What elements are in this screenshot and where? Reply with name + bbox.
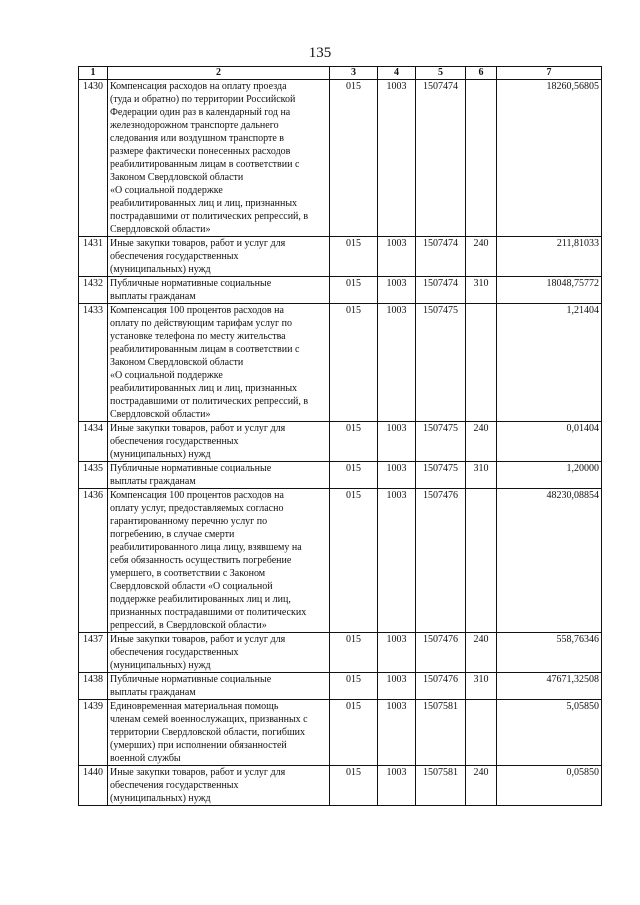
ministry-code-cell: 015 (330, 462, 378, 489)
target-code-cell: 1507475 (416, 422, 466, 462)
expense-type-cell: 240 (466, 422, 497, 462)
amount-cell: 211,81033 (497, 237, 602, 277)
table-row (79, 237, 602, 277)
row-number-cell: 1438 (79, 673, 108, 700)
row-number-cell: 1437 (79, 633, 108, 673)
target-code-cell: 1507474 (416, 237, 466, 277)
row-number-cell: 1440 (79, 766, 108, 806)
column-header: 5 (416, 67, 466, 80)
row-number-cell: 1432 (79, 277, 108, 304)
section-code-cell: 1003 (378, 633, 416, 673)
budget-table (78, 66, 602, 806)
expense-type-cell (466, 80, 497, 237)
ministry-code-cell: 015 (330, 422, 378, 462)
table-row (79, 633, 602, 673)
target-code-cell: 1507476 (416, 633, 466, 673)
column-header: 3 (330, 67, 378, 80)
section-code-cell: 1003 (378, 80, 416, 237)
header-row (79, 67, 602, 80)
table-row (79, 700, 602, 766)
expense-type-cell: 240 (466, 766, 497, 806)
target-code-cell: 1507475 (416, 304, 466, 422)
ministry-code-cell: 015 (330, 277, 378, 304)
target-code-cell: 1507476 (416, 673, 466, 700)
amount-cell: 5,05850 (497, 700, 602, 766)
target-code-cell: 1507581 (416, 700, 466, 766)
expense-type-cell: 310 (466, 277, 497, 304)
amount-cell: 558,76346 (497, 633, 602, 673)
row-name-cell: Компенсация 100 процентов расходов на оплату по действующим тарифам услуг по установке телефона по месту жительства реабилитированным лицам в соответствии с Законом Свердловской области «О социальной поддержке реабилитированных лиц и лиц, признанных пострадавшими от политических репрессий, в Свердловской области» (108, 304, 330, 422)
ministry-code-cell: 015 (330, 673, 378, 700)
table-row (79, 489, 602, 633)
row-number-cell: 1430 (79, 80, 108, 237)
expense-type-cell (466, 489, 497, 633)
row-name-cell: Единовременная материальная помощь членам семей военнослужащих, призванных с территории Свердловской области, погибших (умерших) при исполнении обязанностей военной службы (108, 700, 330, 766)
amount-cell: 47671,32508 (497, 673, 602, 700)
row-name-cell: Иные закупки товаров, работ и услуг для обеспечения государственных (муниципальных) нужд (108, 422, 330, 462)
table-row (79, 673, 602, 700)
column-header: 1 (79, 67, 108, 80)
expense-type-cell: 240 (466, 633, 497, 673)
expense-type-cell (466, 304, 497, 422)
ministry-code-cell: 015 (330, 80, 378, 237)
expense-type-cell (466, 700, 497, 766)
ministry-code-cell: 015 (330, 633, 378, 673)
row-name-cell: Иные закупки товаров, работ и услуг для обеспечения государственных (муниципальных) нужд (108, 766, 330, 806)
row-number-cell: 1439 (79, 700, 108, 766)
row-number-cell: 1433 (79, 304, 108, 422)
target-code-cell: 1507475 (416, 462, 466, 489)
column-header: 4 (378, 67, 416, 80)
target-code-cell: 1507476 (416, 489, 466, 633)
ministry-code-cell: 015 (330, 237, 378, 277)
row-number-cell: 1435 (79, 462, 108, 489)
target-code-cell: 1507474 (416, 80, 466, 237)
target-code-cell: 1507474 (416, 277, 466, 304)
column-header: 7 (497, 67, 602, 80)
amount-cell: 0,05850 (497, 766, 602, 806)
row-number-cell: 1431 (79, 237, 108, 277)
expense-type-cell: 240 (466, 237, 497, 277)
row-name-cell: Компенсация 100 процентов расходов на оплату услуг, предоставляемых согласно гарантированному перечню услуг по погребению, в случае смерти реабилитированного лица лицу, взявшему на себя обязанность осуществить погребение умершего, в соответствии с Законом Свердловской области «О социальной поддержке реабилитированных лиц и лиц, признанных пострадавшими от политических репрессий, в Свердловской области» (108, 489, 330, 633)
section-code-cell: 1003 (378, 673, 416, 700)
row-name-cell: Публичные нормативные социальные выплаты гражданам (108, 462, 330, 489)
row-name-cell: Компенсация расходов на оплату проезда (туда и обратно) по территории Российской Федерации один раз в календарный год на железнодорожном транспорте дальнего следования или воздушном транспорте в размере фактически понесенных расходов реабилитированным лицам в соответствии с Законом Свердловской области «О социальной поддержке реабилитированных лиц и лиц, признанных пострадавшими от политических репрессий, в Свердловской области» (108, 80, 330, 237)
expense-type-cell: 310 (466, 673, 497, 700)
expense-type-cell: 310 (466, 462, 497, 489)
amount-cell: 1,20000 (497, 462, 602, 489)
column-header: 2 (108, 67, 330, 80)
amount-cell: 18048,75772 (497, 277, 602, 304)
target-code-cell: 1507581 (416, 766, 466, 806)
amount-cell: 18260,56805 (497, 80, 602, 237)
section-code-cell: 1003 (378, 304, 416, 422)
ministry-code-cell: 015 (330, 304, 378, 422)
amount-cell: 1,21404 (497, 304, 602, 422)
table-row (79, 80, 602, 237)
table-row (79, 277, 602, 304)
section-code-cell: 1003 (378, 237, 416, 277)
amount-cell: 0,01404 (497, 422, 602, 462)
section-code-cell: 1003 (378, 462, 416, 489)
row-name-cell: Публичные нормативные социальные выплаты гражданам (108, 673, 330, 700)
table-row (79, 462, 602, 489)
row-name-cell: Публичные нормативные социальные выплаты гражданам (108, 277, 330, 304)
table-row (79, 304, 602, 422)
row-name-cell: Иные закупки товаров, работ и услуг для обеспечения государственных (муниципальных) нужд (108, 237, 330, 277)
table-row (79, 422, 602, 462)
amount-cell: 48230,08854 (497, 489, 602, 633)
ministry-code-cell: 015 (330, 766, 378, 806)
row-number-cell: 1436 (79, 489, 108, 633)
section-code-cell: 1003 (378, 277, 416, 304)
column-header: 6 (466, 67, 497, 80)
section-code-cell: 1003 (378, 700, 416, 766)
section-code-cell: 1003 (378, 489, 416, 633)
row-number-cell: 1434 (79, 422, 108, 462)
section-code-cell: 1003 (378, 422, 416, 462)
page-number: 135 (308, 45, 332, 61)
ministry-code-cell: 015 (330, 489, 378, 633)
table-row (79, 766, 602, 806)
row-name-cell: Иные закупки товаров, работ и услуг для обеспечения государственных (муниципальных) нужд (108, 633, 330, 673)
section-code-cell: 1003 (378, 766, 416, 806)
ministry-code-cell: 015 (330, 700, 378, 766)
